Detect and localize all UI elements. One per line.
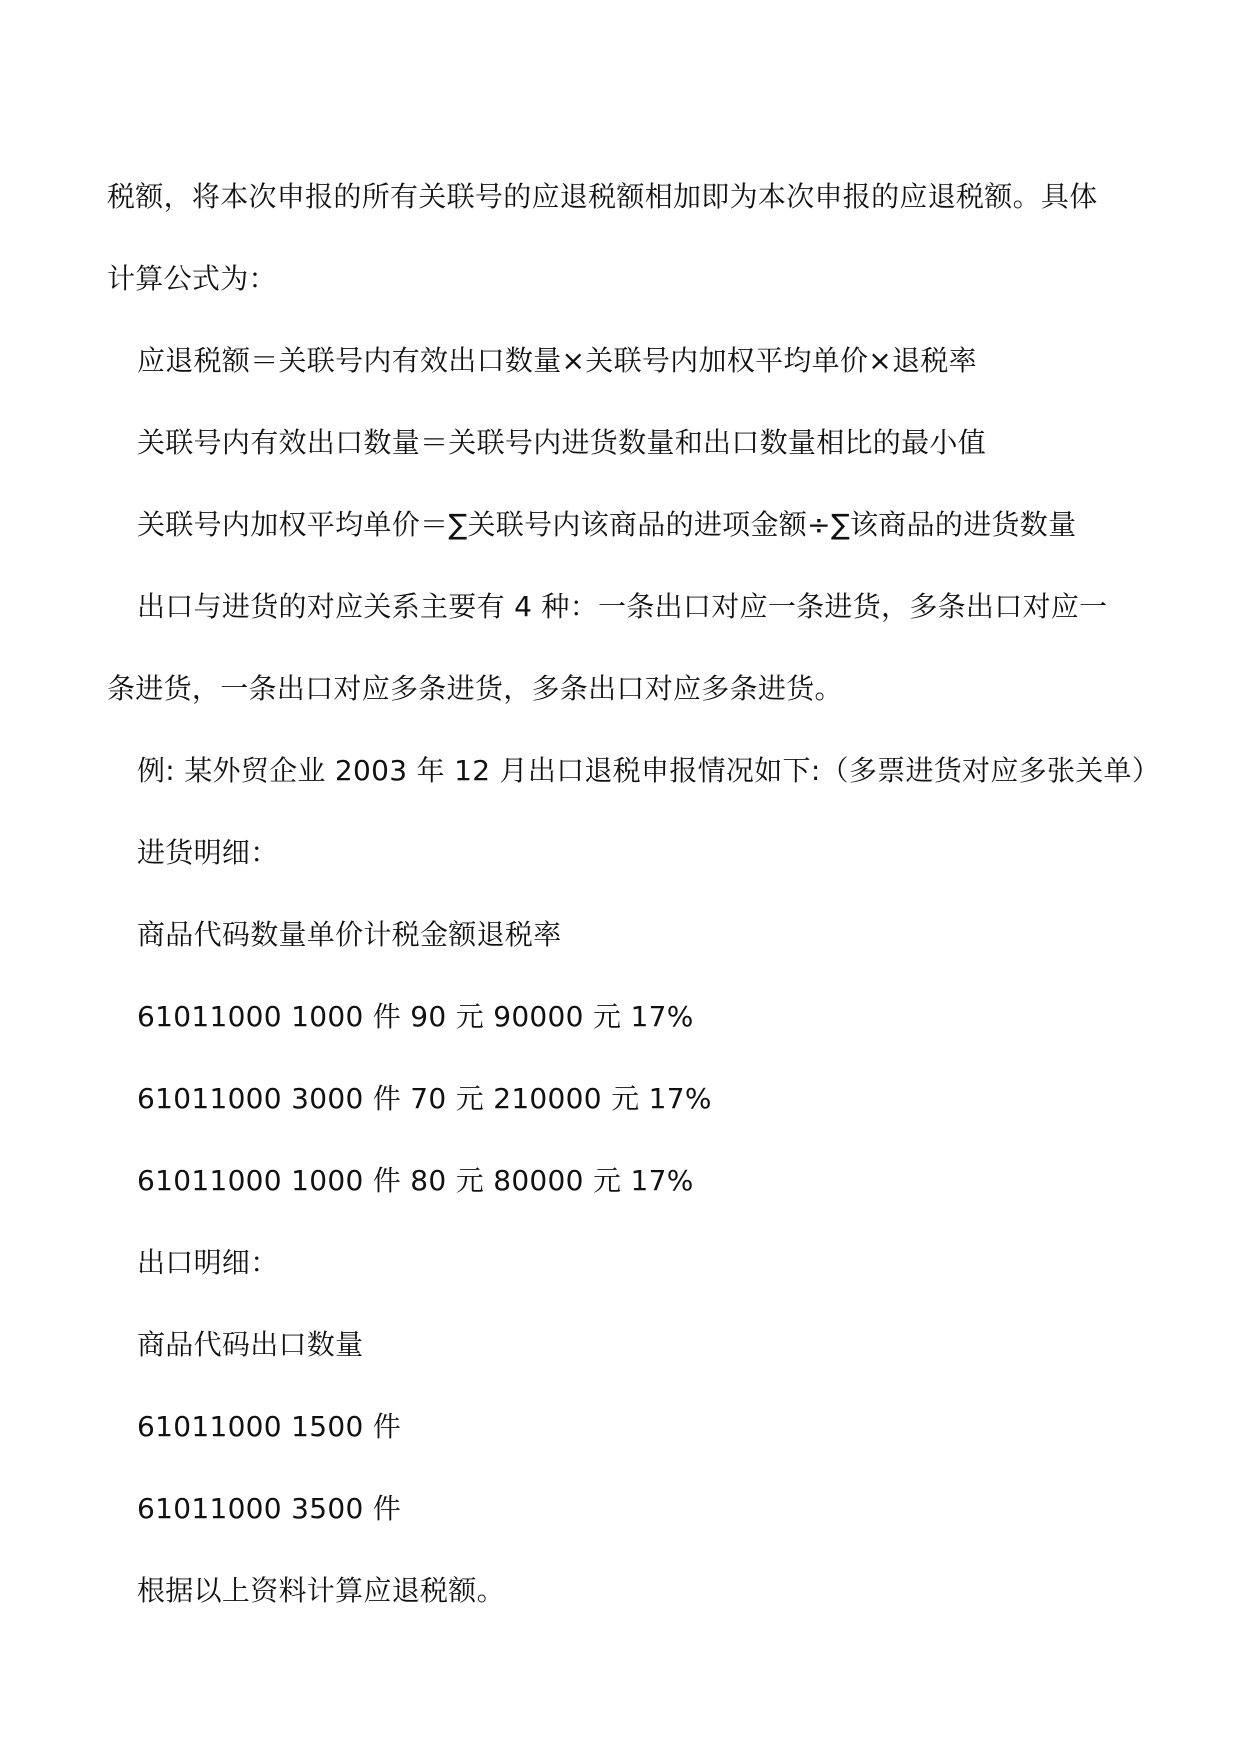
paragraph-line: 税额，将本次申报的所有关联号的应退税额相加即为本次申报的应退税额。具体 [107,180,1098,213]
paragraph-line: 条进货，一条出口对应多条进货，多条出口对应多条进货。 [107,672,843,705]
formula-line: 应退税额＝关联号内有效出口数量×关联号内加权平均单价×退税率 [137,344,977,377]
table-row: 61011000 1500 件 [137,1410,402,1443]
formula-line: 关联号内有效出口数量＝关联号内进货数量和出口数量相比的最小值 [137,426,987,459]
paragraph-line: 出口与进货的对应关系主要有 4 种：一条出口对应一条进货，多条出口对应一 [137,590,1108,623]
document-body [107,156,1161,1632]
table-row: 61011000 3500 件 [137,1492,402,1525]
table-header: 商品代码出口数量 [137,1328,364,1361]
table-row: 61011000 3000 件 70 元 210000 元 17% [137,1082,712,1115]
section-label: 进货明细： [137,836,279,869]
table-row: 61011000 1000 件 90 元 90000 元 17% [137,1000,694,1033]
section-label: 出口明细： [137,1246,279,1279]
table-row: 61011000 1000 件 80 元 80000 元 17% [137,1164,694,1197]
table-header: 商品代码数量单价计税金额退税率 [137,918,562,951]
example-heading: 例: 某外贸企业 2003 年 12 月出口退税申报情况如下:（多票进货对应多张关单） [137,754,1161,787]
formula-line: 关联号内加权平均单价＝∑关联号内该商品的进项金额÷∑该商品的进货数量 [137,508,1077,541]
paragraph-line: 根据以上资料计算应退税额。 [137,1574,505,1607]
paragraph-line: 计算公式为： [107,262,277,295]
